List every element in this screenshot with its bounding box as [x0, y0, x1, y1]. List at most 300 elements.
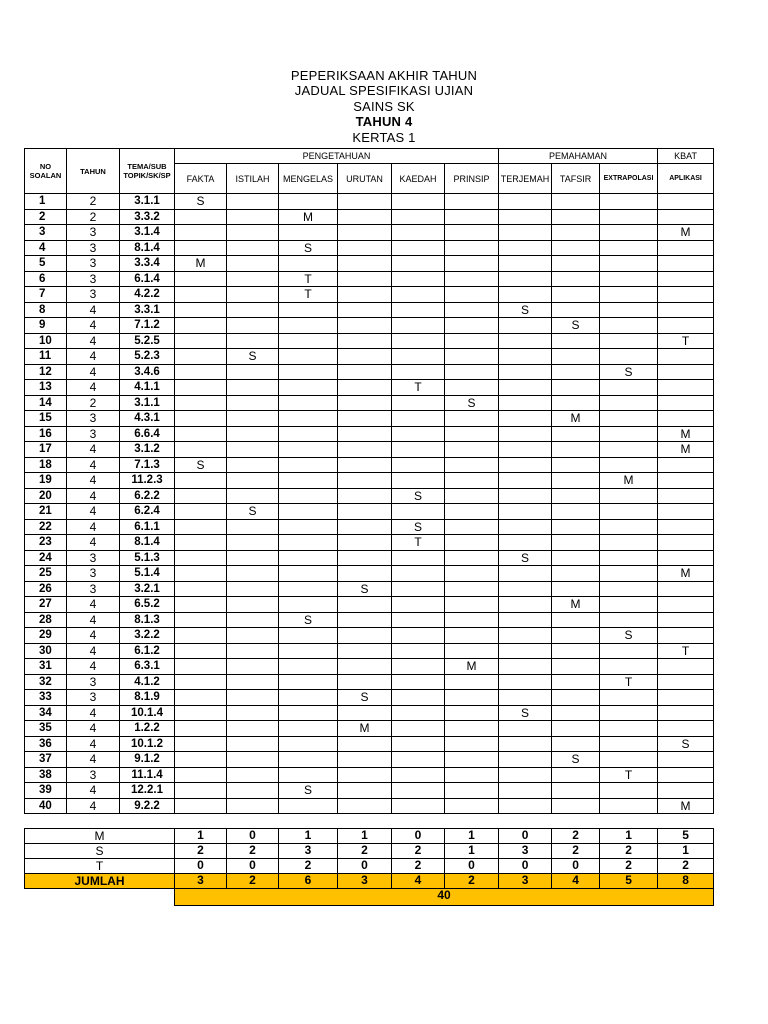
spacer-cell: [25, 814, 67, 829]
empty-cell: [445, 256, 499, 272]
question-number-cell: 4: [25, 240, 67, 256]
table-row: [25, 302, 714, 318]
spacer-cell: [392, 814, 445, 829]
question-number-cell: 35: [25, 721, 67, 737]
summary-value: 0: [499, 829, 552, 844]
empty-cell: [600, 721, 658, 737]
summary-value: 1: [445, 829, 499, 844]
empty-cell: [175, 209, 227, 225]
empty-cell: [658, 488, 714, 504]
topic-cell: 3.3.4: [120, 256, 175, 272]
empty-cell: [658, 318, 714, 334]
empty-cell: [392, 271, 445, 287]
empty-cell: [499, 225, 552, 241]
empty-cell: [658, 628, 714, 644]
empty-cell: [175, 674, 227, 690]
empty-cell: [658, 612, 714, 628]
empty-cell: [499, 287, 552, 303]
empty-cell: [658, 504, 714, 520]
empty-cell: [175, 380, 227, 396]
topic-cell: 5.1.4: [120, 566, 175, 582]
empty-cell: [445, 597, 499, 613]
topic-cell: 3.4.6: [120, 364, 175, 380]
empty-cell: [445, 721, 499, 737]
empty-cell: [227, 194, 279, 210]
header-group-pemahaman: PEMAHAMAN: [499, 149, 658, 164]
empty-cell: [227, 581, 279, 597]
empty-cell: [338, 333, 392, 349]
empty-cell: [600, 318, 658, 334]
empty-cell: [175, 643, 227, 659]
empty-cell: [600, 643, 658, 659]
empty-cell: [552, 535, 600, 551]
table-row: [25, 674, 714, 690]
question-number-cell: 25: [25, 566, 67, 582]
empty-cell: [338, 783, 392, 799]
year-cell: 4: [67, 612, 120, 628]
empty-cell: [279, 535, 338, 551]
empty-cell: [552, 364, 600, 380]
empty-cell: [552, 473, 600, 489]
level-cell: S: [338, 581, 392, 597]
empty-cell: [600, 550, 658, 566]
empty-cell: [499, 752, 552, 768]
empty-cell: [600, 488, 658, 504]
year-cell: 4: [67, 380, 120, 396]
header-group-kbat: KBAT: [658, 149, 714, 164]
topic-cell: 6.2.2: [120, 488, 175, 504]
question-number-cell: 10: [25, 333, 67, 349]
empty-cell: [658, 457, 714, 473]
topic-cell: 6.6.4: [120, 426, 175, 442]
summary-value: 0: [227, 859, 279, 874]
question-number-cell: 40: [25, 798, 67, 814]
level-cell: M: [658, 442, 714, 458]
spec-title: JADUAL SPESIFIKASI UJIAN: [294, 83, 474, 99]
empty-cell: [338, 473, 392, 489]
empty-cell: [499, 535, 552, 551]
summary-value: 0: [445, 859, 499, 874]
empty-cell: [445, 612, 499, 628]
summary-value: 3: [499, 844, 552, 859]
year-cell: 3: [67, 411, 120, 427]
spacer-cell: [227, 814, 279, 829]
empty-cell: [445, 473, 499, 489]
empty-cell: [552, 271, 600, 287]
empty-cell: [227, 783, 279, 799]
summary-value: 5: [658, 829, 714, 844]
topic-cell: 8.1.3: [120, 612, 175, 628]
empty-cell: [392, 767, 445, 783]
empty-cell: [392, 674, 445, 690]
empty-cell: [338, 426, 392, 442]
empty-cell: [658, 287, 714, 303]
empty-cell: [499, 364, 552, 380]
empty-cell: [445, 442, 499, 458]
empty-cell: [552, 333, 600, 349]
empty-cell: [552, 721, 600, 737]
empty-cell: [279, 736, 338, 752]
spacer-cell: [279, 814, 338, 829]
empty-cell: [338, 550, 392, 566]
empty-cell: [445, 209, 499, 225]
summary-value: 2: [279, 859, 338, 874]
table-row: [25, 535, 714, 551]
year-cell: 3: [67, 566, 120, 582]
empty-cell: [600, 225, 658, 241]
empty-cell: [445, 643, 499, 659]
empty-cell: [338, 318, 392, 334]
empty-cell: [279, 798, 338, 814]
summary-value: 3: [338, 874, 392, 889]
empty-cell: [600, 395, 658, 411]
empty-cell: [338, 209, 392, 225]
empty-cell: [175, 659, 227, 675]
empty-cell: [499, 488, 552, 504]
empty-cell: [338, 643, 392, 659]
table-row: [25, 318, 714, 334]
blank-cell: [25, 889, 175, 906]
topic-cell: 8.1.4: [120, 535, 175, 551]
year-cell: 3: [67, 550, 120, 566]
empty-cell: [338, 612, 392, 628]
level-cell: M: [658, 566, 714, 582]
empty-cell: [445, 488, 499, 504]
year-cell: 3: [67, 674, 120, 690]
empty-cell: [658, 271, 714, 287]
summary-value: 5: [600, 874, 658, 889]
summary-value: 2: [227, 844, 279, 859]
level-cell: S: [279, 240, 338, 256]
year-cell: 4: [67, 535, 120, 551]
empty-cell: [175, 426, 227, 442]
empty-cell: [499, 504, 552, 520]
topic-cell: 11.1.4: [120, 767, 175, 783]
header-terjemah: TERJEMAH: [499, 164, 552, 194]
empty-cell: [175, 798, 227, 814]
topic-cell: 3.1.1: [120, 395, 175, 411]
empty-cell: [600, 380, 658, 396]
empty-cell: [600, 736, 658, 752]
empty-cell: [175, 287, 227, 303]
empty-cell: [658, 209, 714, 225]
topic-cell: 4.3.1: [120, 411, 175, 427]
table-row: [25, 364, 714, 380]
table-row: [25, 628, 714, 644]
empty-cell: [338, 225, 392, 241]
year-cell: 3: [67, 287, 120, 303]
empty-cell: [552, 504, 600, 520]
empty-cell: [658, 349, 714, 365]
table-row: [25, 597, 714, 613]
topic-cell: 6.2.4: [120, 504, 175, 520]
empty-cell: [392, 705, 445, 721]
table-row: [25, 473, 714, 489]
table-row: [25, 333, 714, 349]
question-number-cell: 1: [25, 194, 67, 210]
empty-cell: [552, 395, 600, 411]
empty-cell: [499, 256, 552, 272]
question-number-cell: 27: [25, 597, 67, 613]
year-cell: 4: [67, 659, 120, 675]
year-cell: 4: [67, 798, 120, 814]
empty-cell: [600, 504, 658, 520]
empty-cell: [279, 302, 338, 318]
empty-cell: [658, 674, 714, 690]
table-row: [25, 426, 714, 442]
empty-cell: [445, 457, 499, 473]
empty-cell: [175, 628, 227, 644]
empty-cell: [600, 519, 658, 535]
summary-value: 0: [499, 859, 552, 874]
year-title: TAHUN 4: [355, 114, 413, 130]
empty-cell: [392, 333, 445, 349]
empty-cell: [552, 519, 600, 535]
empty-cell: [658, 690, 714, 706]
jumlah-row: [25, 874, 714, 889]
empty-cell: [227, 271, 279, 287]
level-cell: T: [600, 767, 658, 783]
empty-cell: [338, 364, 392, 380]
empty-cell: [499, 426, 552, 442]
empty-cell: [552, 643, 600, 659]
empty-cell: [338, 349, 392, 365]
empty-cell: [175, 767, 227, 783]
empty-cell: [600, 333, 658, 349]
empty-cell: [552, 690, 600, 706]
empty-cell: [600, 798, 658, 814]
empty-cell: [392, 628, 445, 644]
summary-value: 0: [392, 829, 445, 844]
question-number-cell: 8: [25, 302, 67, 318]
year-cell: 4: [67, 783, 120, 799]
empty-cell: [338, 240, 392, 256]
spacer-cell: [67, 814, 120, 829]
topic-cell: 8.1.4: [120, 240, 175, 256]
empty-cell: [227, 798, 279, 814]
year-cell: 4: [67, 349, 120, 365]
empty-cell: [392, 302, 445, 318]
topic-cell: 5.2.3: [120, 349, 175, 365]
spacer-cell: [499, 814, 552, 829]
header-prinsip: PRINSIP: [445, 164, 499, 194]
summary-value: 1: [658, 844, 714, 859]
empty-cell: [227, 643, 279, 659]
year-cell: 3: [67, 767, 120, 783]
empty-cell: [175, 612, 227, 628]
empty-cell: [499, 566, 552, 582]
subject-title: SAINS SK: [353, 98, 415, 114]
empty-cell: [279, 674, 338, 690]
empty-cell: [552, 736, 600, 752]
level-cell: T: [658, 333, 714, 349]
header-fakta: FAKTA: [175, 164, 227, 194]
empty-cell: [445, 674, 499, 690]
empty-cell: [499, 349, 552, 365]
empty-cell: [279, 628, 338, 644]
empty-cell: [658, 581, 714, 597]
spacer-cell: [338, 814, 392, 829]
summary-value: 1: [445, 844, 499, 859]
topic-cell: 8.1.9: [120, 690, 175, 706]
empty-cell: [175, 442, 227, 458]
empty-cell: [499, 240, 552, 256]
level-cell: S: [499, 550, 552, 566]
empty-cell: [279, 426, 338, 442]
empty-cell: [227, 240, 279, 256]
year-cell: 4: [67, 643, 120, 659]
empty-cell: [658, 767, 714, 783]
empty-cell: [445, 705, 499, 721]
header-mengelas: MENGELAS: [279, 164, 338, 194]
empty-cell: [499, 674, 552, 690]
empty-cell: [600, 535, 658, 551]
question-number-cell: 28: [25, 612, 67, 628]
empty-cell: [175, 535, 227, 551]
table-row: [25, 209, 714, 225]
empty-cell: [338, 287, 392, 303]
empty-cell: [279, 550, 338, 566]
empty-cell: [552, 442, 600, 458]
empty-cell: [499, 271, 552, 287]
year-cell: 4: [67, 364, 120, 380]
header-aplikasi: APLIKASI: [658, 164, 714, 194]
topic-cell: 9.2.2: [120, 798, 175, 814]
level-cell: T: [600, 674, 658, 690]
empty-cell: [552, 349, 600, 365]
question-number-cell: 6: [25, 271, 67, 287]
empty-cell: [175, 783, 227, 799]
level-cell: T: [279, 287, 338, 303]
summary-value: 8: [658, 874, 714, 889]
empty-cell: [499, 628, 552, 644]
empty-cell: [499, 519, 552, 535]
empty-cell: [445, 318, 499, 334]
empty-cell: [445, 628, 499, 644]
spacer-cell: [175, 814, 227, 829]
question-number-cell: 31: [25, 659, 67, 675]
empty-cell: [175, 271, 227, 287]
empty-cell: [658, 240, 714, 256]
empty-cell: [338, 457, 392, 473]
year-cell: 4: [67, 752, 120, 768]
table-row: [25, 457, 714, 473]
empty-cell: [338, 628, 392, 644]
empty-cell: [227, 225, 279, 241]
empty-cell: [499, 473, 552, 489]
table-row: [25, 256, 714, 272]
header-tema: TEMA/SUB TOPIK/SK/SP: [120, 149, 175, 194]
empty-cell: [338, 659, 392, 675]
summary-value: 1: [338, 829, 392, 844]
empty-cell: [600, 752, 658, 768]
empty-cell: [552, 566, 600, 582]
empty-cell: [338, 256, 392, 272]
empty-cell: [658, 659, 714, 675]
year-cell: 4: [67, 442, 120, 458]
empty-cell: [658, 550, 714, 566]
empty-cell: [499, 767, 552, 783]
empty-cell: [338, 271, 392, 287]
question-number-cell: 11: [25, 349, 67, 365]
year-cell: 4: [67, 333, 120, 349]
empty-cell: [279, 318, 338, 334]
table-row: [25, 271, 714, 287]
empty-cell: [445, 752, 499, 768]
year-cell: 4: [67, 318, 120, 334]
table-row: [25, 705, 714, 721]
topic-cell: 3.2.1: [120, 581, 175, 597]
level-cell: S: [445, 395, 499, 411]
empty-cell: [600, 581, 658, 597]
empty-cell: [392, 550, 445, 566]
empty-cell: [600, 240, 658, 256]
level-cell: T: [392, 535, 445, 551]
empty-cell: [499, 318, 552, 334]
empty-cell: [552, 240, 600, 256]
table-row: [25, 659, 714, 675]
topic-cell: 3.1.1: [120, 194, 175, 210]
empty-cell: [279, 457, 338, 473]
empty-cell: [175, 240, 227, 256]
level-cell: M: [552, 597, 600, 613]
grand-total-value: 40: [175, 889, 714, 906]
empty-cell: [227, 612, 279, 628]
specification-table: [24, 148, 714, 906]
empty-cell: [445, 349, 499, 365]
empty-cell: [392, 442, 445, 458]
empty-cell: [227, 488, 279, 504]
summary-value: 1: [175, 829, 227, 844]
header-istilah: ISTILAH: [227, 164, 279, 194]
table-row: [25, 519, 714, 535]
level-cell: S: [658, 736, 714, 752]
empty-cell: [499, 659, 552, 675]
level-cell: M: [658, 798, 714, 814]
empty-cell: [279, 380, 338, 396]
topic-cell: 1.2.2: [120, 721, 175, 737]
empty-cell: [392, 457, 445, 473]
empty-cell: [392, 318, 445, 334]
empty-cell: [392, 612, 445, 628]
empty-cell: [175, 488, 227, 504]
year-cell: 3: [67, 426, 120, 442]
level-cell: S: [600, 364, 658, 380]
grand-total-row: [25, 889, 714, 906]
table-row: [25, 566, 714, 582]
year-cell: 3: [67, 271, 120, 287]
empty-cell: [392, 287, 445, 303]
empty-cell: [600, 690, 658, 706]
table-row: [25, 380, 714, 396]
empty-cell: [227, 767, 279, 783]
question-number-cell: 15: [25, 411, 67, 427]
empty-cell: [175, 721, 227, 737]
empty-cell: [279, 519, 338, 535]
header-kaedah: KAEDAH: [392, 164, 445, 194]
empty-cell: [445, 581, 499, 597]
empty-cell: [279, 597, 338, 613]
summary-value: 2: [600, 844, 658, 859]
question-number-cell: 5: [25, 256, 67, 272]
summary-value: 2: [445, 874, 499, 889]
empty-cell: [499, 395, 552, 411]
empty-cell: [227, 256, 279, 272]
empty-cell: [392, 349, 445, 365]
header-extrapolasi: EXTRAPOLASI: [600, 164, 658, 194]
summary-label: T: [25, 859, 175, 874]
empty-cell: [175, 566, 227, 582]
